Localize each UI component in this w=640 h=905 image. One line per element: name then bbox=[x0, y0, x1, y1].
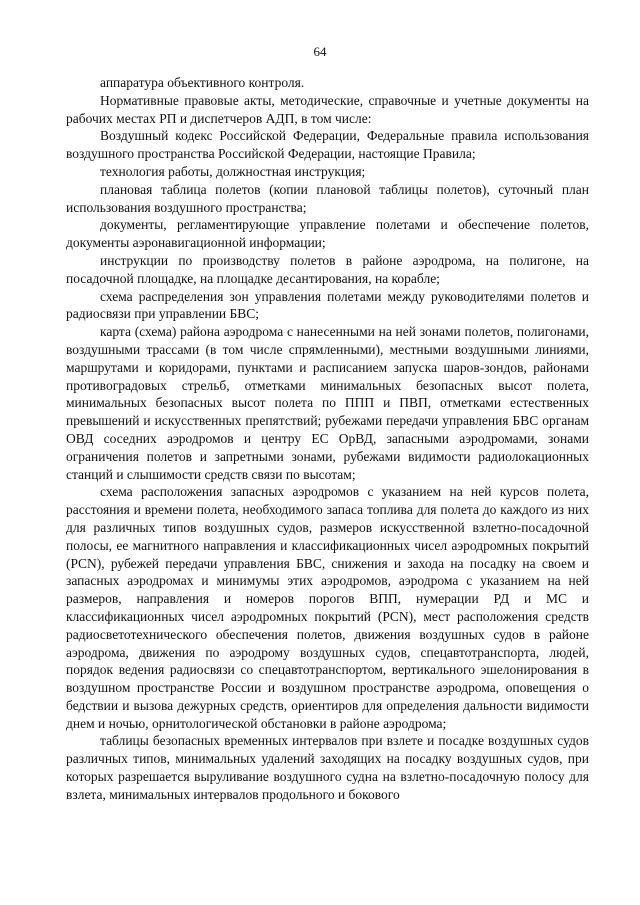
paragraph-equipment: аппаратура объективного контроля. bbox=[100, 75, 305, 90]
document-body bbox=[66, 74, 589, 804]
paragraph-alternate-aerodromes-scheme: схема расположения запасных аэродромов с указанием на ней курсов полета, расстояния и времени полета, необходимого запаса топлива для полета до каждого из них для различных типов воздушных судов, размеров искусственной взлетно-посадочной полосы, ее магнитного направления и классификационных чисел аэродромных покрытий (PCN), рубежей передачи управления БВС, снижения и захода на посадку на своем и запасных аэродромах и минимумы этих аэродромов, аэродрома с указанием на ней размеров, направления и номеров порогов ВПП, нумерации РД и МС и классификационных чисел аэродромных покрытий (PCN), мест расположения средств радиосветотехнического обеспечения полетов, движения воздушных судов в районе аэродрома, движения по аэродрому воздушных судов, спецавтотранспорта, людей, порядок ведения радиосвязи со спецавтотранспортом, вертикального эшелонирования в воздушном пространстве России и воздушном пространстве аэродрома, оповещения о бедствии и вызова дежурных средств, ориентиров для определения дальности видимости днем и ночью, орнитологической обстановки в районе аэродрома; bbox=[66, 484, 589, 731]
paragraph-flight-instructions: инструкции по производству полетов в районе аэродрома, на полигоне, на посадочной площадке, на площадке десантирования, на корабле; bbox=[66, 252, 589, 286]
paragraph-aerodrome-area-map: карта (схема) района аэродрома с нанесенными на ней зонами полетов, полигонами, воздушными трассами (в том числе спрямленными), местными воздушными линиями, маршрутами и коридорами, пунктами и расписанием запуска шаров-зондов, районами противоградовых стрельб, отметками минимальных безопасных высот полета, минимальных безопасных высот полета по ППП и ПВП, отметками естественных превышений и искусственных препятствий; рубежами передачи управления БВС органам ОВД соседних аэродромов и центру ЕС ОрВД, запасными аэродромами, зонами ограничения полетов и запретными зонами, рубежами видимости радиолокационных станций и слышимости средств связи по высотам; bbox=[66, 324, 589, 482]
paragraph-regulating-documents: документы, регламентирующие управление полетами и обеспечение полетов, документы аэронавигационной информации; bbox=[66, 217, 589, 251]
paragraph-normative-documents: Нормативные правовые акты, методические, справочные и учетные документы на рабочих местах РП и диспетчеров АДП, в том числе: bbox=[66, 92, 589, 126]
paragraph-control-zones-scheme: схема распределения зон управления полетами между руководителями полетов и радиосвязи при управлении БВС; bbox=[66, 288, 589, 322]
paragraph-flight-plan-table: плановая таблица полетов (копии плановой таблицы полетов), суточный план использования воздушного пространства; bbox=[66, 181, 589, 215]
paragraph-air-code: Воздушный кодекс Российской Федерации, Федеральные правила использования воздушного пространства Российской Федерации, настоящие Правила; bbox=[66, 128, 589, 162]
paragraph-safe-intervals-tables: таблицы безопасных временных интервалов при взлете и посадке воздушных судов различных типов, минимальных удалений заходящих на посадку воздушных судов, при которых разрешается выруливание воздушного судна на взлетно-посадочную полосу для взлета, минимальных интервалов продольного и бокового bbox=[66, 733, 589, 802]
page-number: 64 bbox=[313, 44, 327, 59]
paragraph-work-technology: технология работы, должностная инструкция; bbox=[100, 163, 366, 179]
